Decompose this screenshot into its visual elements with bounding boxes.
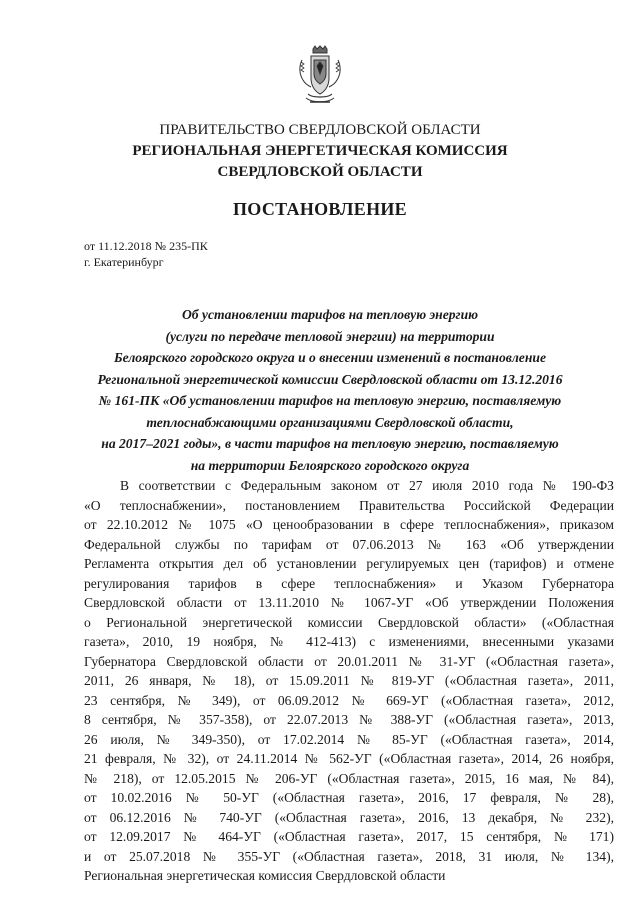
body-line: Регламента открытия дел об установлении регулируемых цен (тарифов) и отмене [84, 556, 614, 571]
body-line: Свердловской области от 13.11.2010 № 1067-УГ «Об утверждении Положения [84, 595, 614, 610]
coat-of-arms-icon [298, 44, 342, 108]
body-line: газета», 2010, 19 ноября, № 412-413) с изменениями, внесенными указами [84, 634, 614, 649]
org-name-line2: РЕГИОНАЛЬНАЯ ЭНЕРГЕТИЧЕСКАЯ КОМИССИЯ [132, 143, 508, 159]
subject-line: Об установлении тарифов на тепловую энергию [181, 307, 479, 322]
subject-line: (услуги по передаче тепловой энергии) на территории [165, 328, 495, 344]
document-subject [80, 304, 580, 476]
subject-line: № 161-ПК «Об установлении тарифов на тепловую энергию, поставляемую [98, 393, 562, 408]
body-line: 21 февраля, № 32), от 24.11.2014 № 562-УГ («Областная газета», 2014, 26 ноября, [84, 751, 614, 766]
body-line: Федеральной службы по тарифам от 07.06.2013 № 163 «Об утверждении [84, 536, 614, 552]
body-line: 26 июля, № 349-350), от 17.02.2014 № 85-УГ («Областная газета», 2014, [84, 731, 614, 747]
org-name-line1: ПРАВИТЕЛЬСТВО СВЕРДЛОВСКОЙ ОБЛАСТИ [159, 122, 481, 138]
body-line: 8 сентября, № 357-358), от 22.07.2013 № 388-УГ («Областная газета», 2013, [84, 712, 614, 727]
document-city: г. Екатеринбург [84, 255, 164, 269]
body-line: от 10.02.2016 № 50-УГ («Областная газета», 2016, 17 февраля, № 28), [84, 790, 614, 805]
body-paragraph [84, 476, 614, 886]
subject-line: на 2017–2021 годы», в части тарифов на тепловую энергию, поставляемую [101, 436, 559, 451]
body-line: В соответствии с Федеральным законом от 27 июля 2010 года № 190-ФЗ [120, 478, 614, 493]
body-line: от 06.12.2016 № 740-УГ («Областная газета», 2016, 13 декабря, № 232), [84, 809, 614, 825]
body-line: от 12.09.2017 № 464-УГ («Областная газета», 2017, 15 сентября, № 171) [84, 829, 614, 844]
body-line: № 218), от 12.05.2015 № 206-УГ («Областная газета», 2015, 16 мая, № 84), [84, 770, 614, 786]
body-line: Губернатора Свердловской области от 20.01.2011 № 31-УГ («Областная газета», [84, 653, 614, 669]
body-line: о Региональной энергетической комиссии Свердловской области» («Областная [84, 614, 614, 630]
org-name-line3: СВЕРДЛОВСКОЙ ОБЛАСТИ [217, 164, 423, 180]
body-line: «О теплоснабжении», постановлением Правительства Российской Федерации [84, 497, 614, 513]
body-line: и от 25.07.2018 № 355-УГ («Областная газета», 2018, 31 июля, № 134), [84, 848, 614, 864]
document-type-title: ПОСТАНОВЛЕНИЕ [233, 199, 407, 219]
body-line: 23 сентября, № 349), от 06.09.2012 № 669-УГ («Областная газета», 2012, [84, 692, 614, 708]
subject-line: Региональной энергетической комиссии Свердловской области от 13.12.2016 [97, 371, 563, 387]
subject-line: Белоярского городского округа и о внесении изменений в постановление [114, 350, 546, 365]
body-line: Региональная энергетическая комиссия Свердловской области [84, 868, 446, 883]
body-line: регулирования тарифов в сфере теплоснабжения» и Указом Губернатора [84, 575, 614, 591]
body-line: 2011, 26 января, № 18), от 15.09.2011 № 819-УГ («Областная газета», 2011, [84, 673, 614, 688]
document-date-number: от 11.12.2018 № 235-ПК [84, 239, 208, 253]
subject-line: теплоснабжающими организациями Свердловской области, [146, 414, 514, 430]
body-line: от 22.10.2012 № 1075 «О ценообразовании в сфере теплоснабжения», приказом [84, 517, 614, 532]
subject-line: на территории Белоярского городского округа [190, 457, 470, 473]
